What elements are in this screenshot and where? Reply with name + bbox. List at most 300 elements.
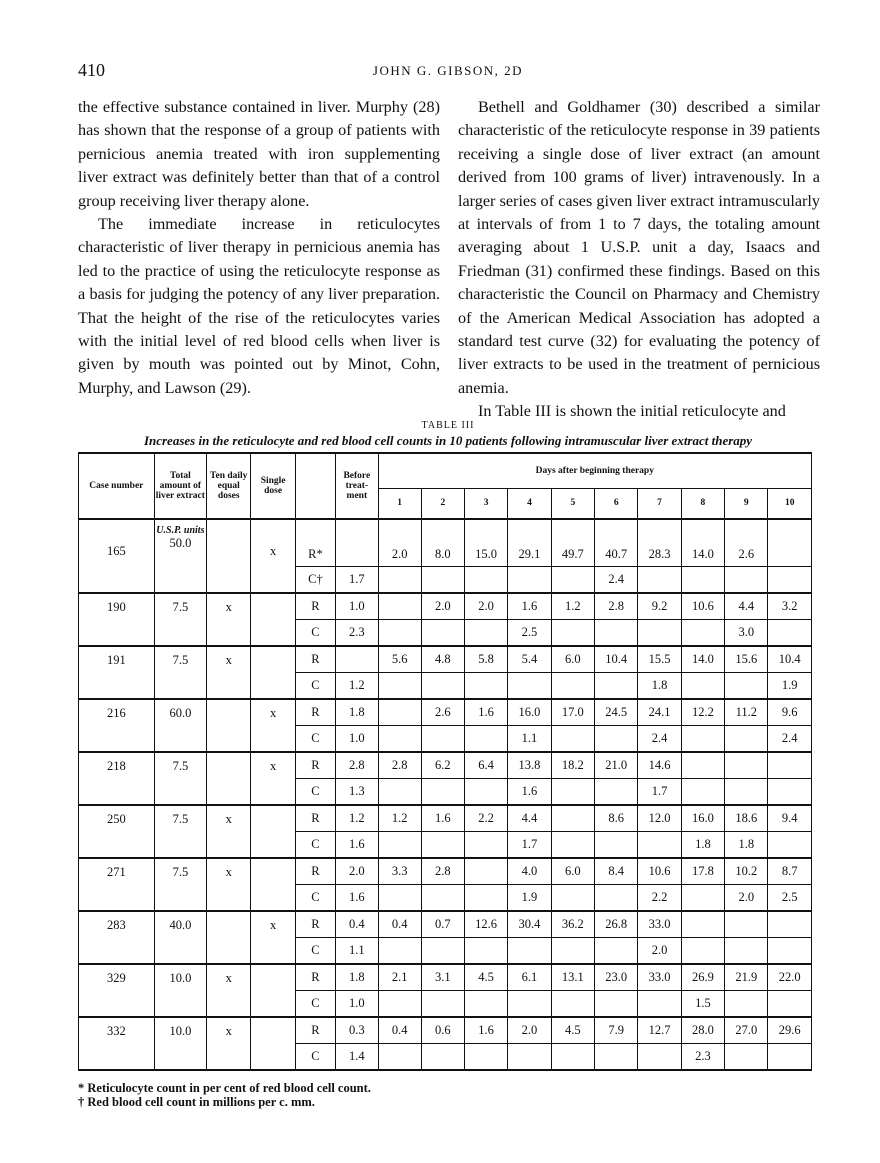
day-value: 33.0	[638, 911, 681, 938]
day-value: 2.8	[378, 752, 421, 779]
day-value: 4.0	[508, 858, 551, 885]
day-value: 6.4	[464, 752, 507, 779]
day-value: 23.0	[595, 964, 638, 991]
day-value: 4.4	[508, 805, 551, 832]
table-row	[79, 964, 812, 991]
day-value: 17.8	[681, 858, 724, 885]
case-number-cell	[79, 593, 155, 646]
ten-daily-cell	[207, 519, 251, 593]
day-value: 1.6	[464, 699, 507, 726]
before-value	[336, 646, 379, 673]
case-number-cell	[79, 858, 155, 911]
day-value	[464, 672, 507, 699]
amount-cell	[154, 519, 206, 593]
day-value: 0.4	[378, 1017, 421, 1044]
day-value: 2.5	[508, 619, 551, 646]
header-days-after: Days after beginning therapy	[378, 453, 811, 489]
day-value: 16.0	[508, 699, 551, 726]
day-value	[464, 858, 507, 885]
single-dose-cell	[251, 805, 295, 858]
header-day-9: 9	[725, 489, 768, 519]
before-value: 1.8	[336, 699, 379, 726]
single-dose-cell: x	[251, 911, 295, 964]
day-value	[464, 619, 507, 646]
single-dose-cell	[251, 858, 295, 911]
day-value	[681, 725, 724, 752]
day-value	[725, 990, 768, 1017]
day-value: 2.0	[725, 884, 768, 911]
day-value: 12.7	[638, 1017, 681, 1044]
table-row	[79, 858, 812, 885]
day-value: 27.0	[725, 1017, 768, 1044]
header-day-2: 2	[421, 489, 464, 519]
day-value	[768, 752, 812, 779]
day-value: 8.4	[595, 858, 638, 885]
day-value	[378, 884, 421, 911]
day-value: 10.2	[725, 858, 768, 885]
day-value: 28.3	[638, 519, 681, 567]
day-value	[681, 672, 724, 699]
paragraph: Bethell and Goldhamer (30) described a similar characteristic of the reticulocyte response in 39 patients receiving a single dose of liver extract (an amount derived from 100 grams of liver) intravenously. In a larger series of cases given liver extract intramuscularly at intervals of from 1 to 7 days, the totaling amount averaging about 1 U.S.P. unit a day, Isaacs and Friedman (31) confirmed these findings. Based on this characteristic the Council on Pharmacy and Chemistry of the American Medical Association has adopted a standard test curve (32) for evaluating the potency of liver extracts to be used in the treatment of pernicious anemia.	[458, 98, 820, 397]
day-value: 2.2	[638, 884, 681, 911]
day-value	[638, 1043, 681, 1070]
day-value	[378, 937, 421, 964]
day-value: 4.5	[551, 1017, 594, 1044]
day-value: 10.4	[768, 646, 812, 673]
day-value: 4.4	[725, 593, 768, 620]
day-value	[421, 831, 464, 858]
case-number-cell	[79, 752, 155, 805]
day-value: 2.5	[768, 884, 812, 911]
day-value	[508, 1043, 551, 1070]
day-value	[595, 884, 638, 911]
amount-value: 10.0	[169, 970, 192, 985]
day-value	[421, 990, 464, 1017]
table-row	[79, 911, 812, 938]
ten-daily-cell	[207, 752, 251, 805]
day-value: 14.0	[681, 646, 724, 673]
amount-cell	[154, 858, 206, 911]
day-value: 40.7	[595, 519, 638, 567]
day-value: 6.0	[551, 858, 594, 885]
paragraph: In Table III is shown the initial reticulocyte and	[478, 402, 786, 421]
measure-label: C	[295, 672, 335, 699]
table-row	[79, 646, 812, 673]
amount-value: 10.0	[169, 1023, 192, 1038]
day-value: 4.5	[464, 964, 507, 991]
before-value: 1.0	[336, 725, 379, 752]
amount-value: 40.0	[169, 917, 192, 932]
day-value: 0.7	[421, 911, 464, 938]
day-value: 12.2	[681, 699, 724, 726]
day-value	[681, 884, 724, 911]
day-value: 3.1	[421, 964, 464, 991]
day-value	[681, 566, 724, 593]
table-label: TABLE III	[421, 420, 475, 431]
day-value: 13.1	[551, 964, 594, 991]
day-value: 15.5	[638, 646, 681, 673]
ten-daily-cell: x	[207, 805, 251, 858]
day-value	[551, 566, 594, 593]
day-value: 3.2	[768, 593, 812, 620]
amount-value: 7.5	[172, 811, 189, 826]
day-value	[551, 937, 594, 964]
day-value	[595, 778, 638, 805]
day-value	[378, 778, 421, 805]
day-value: 2.4	[638, 725, 681, 752]
day-value	[681, 752, 724, 779]
single-dose-cell: x	[251, 752, 295, 805]
day-value	[551, 831, 594, 858]
day-value	[768, 519, 812, 567]
header-before: Before treat-ment	[336, 453, 379, 519]
header-ten-daily: Ten daily equal doses	[207, 453, 251, 519]
day-value	[508, 937, 551, 964]
day-value	[421, 884, 464, 911]
day-value	[725, 752, 768, 779]
case-number-cell	[79, 699, 155, 752]
day-value	[725, 566, 768, 593]
table-row	[79, 805, 812, 832]
day-value: 18.2	[551, 752, 594, 779]
day-value	[768, 990, 812, 1017]
day-value: 26.9	[681, 964, 724, 991]
single-dose-cell	[251, 593, 295, 646]
footnote: * Reticulocyte count in per cent of red blood cell count.	[78, 1081, 371, 1095]
day-value	[378, 725, 421, 752]
day-value: 8.6	[595, 805, 638, 832]
day-value: 5.8	[464, 646, 507, 673]
ten-daily-cell: x	[207, 646, 251, 699]
day-value: 2.8	[421, 858, 464, 885]
single-dose-cell: x	[251, 699, 295, 752]
measure-label: R*	[295, 519, 335, 567]
day-value: 21.0	[595, 752, 638, 779]
day-value	[378, 672, 421, 699]
day-value	[378, 990, 421, 1017]
day-value: 1.2	[378, 805, 421, 832]
day-value	[551, 778, 594, 805]
case-number: 329	[106, 970, 126, 985]
day-value	[421, 725, 464, 752]
header-day-10: 10	[768, 489, 812, 519]
day-value	[595, 619, 638, 646]
day-value	[768, 831, 812, 858]
left-column	[78, 96, 440, 400]
measure-label: C	[295, 990, 335, 1017]
measure-label: C	[295, 831, 335, 858]
page-number: 410	[78, 60, 105, 80]
day-value: 5.4	[508, 646, 551, 673]
before-value: 2.3	[336, 619, 379, 646]
case-number: 191	[106, 652, 126, 667]
day-value	[551, 805, 594, 832]
header-total-amount: Total amount of liver extract	[154, 453, 206, 519]
before-value	[336, 519, 379, 567]
day-value: 28.0	[681, 1017, 724, 1044]
amount-value: 50.0	[169, 535, 192, 550]
amount-cell	[154, 752, 206, 805]
day-value	[378, 831, 421, 858]
before-value: 1.6	[336, 884, 379, 911]
day-value	[681, 619, 724, 646]
day-value: 2.1	[378, 964, 421, 991]
day-value	[421, 937, 464, 964]
single-dose-cell	[251, 646, 295, 699]
table-row	[79, 752, 812, 779]
day-value: 4.8	[421, 646, 464, 673]
day-value: 12.6	[464, 911, 507, 938]
day-value	[681, 937, 724, 964]
measure-label: C	[295, 725, 335, 752]
day-value	[638, 619, 681, 646]
case-number-cell	[79, 911, 155, 964]
day-value	[595, 725, 638, 752]
day-value	[464, 990, 507, 1017]
day-value: 10.6	[638, 858, 681, 885]
ten-daily-cell	[207, 699, 251, 752]
day-value	[378, 566, 421, 593]
case-number-cell	[79, 805, 155, 858]
day-value: 2.0	[378, 519, 421, 567]
day-value: 10.6	[681, 593, 724, 620]
measure-label: R	[295, 805, 335, 832]
day-value: 0.6	[421, 1017, 464, 1044]
day-value	[595, 672, 638, 699]
day-value: 9.4	[768, 805, 812, 832]
day-value	[421, 1043, 464, 1070]
day-value	[768, 778, 812, 805]
day-value	[421, 566, 464, 593]
day-value	[768, 1043, 812, 1070]
day-value	[378, 619, 421, 646]
day-value	[725, 937, 768, 964]
day-value	[551, 884, 594, 911]
before-value: 1.2	[336, 672, 379, 699]
day-value	[638, 566, 681, 593]
amount-cell	[154, 699, 206, 752]
day-value: 12.0	[638, 805, 681, 832]
amount-value: 7.5	[172, 864, 189, 879]
before-value: 1.1	[336, 937, 379, 964]
day-value: 30.4	[508, 911, 551, 938]
table-row	[79, 519, 812, 567]
day-value	[551, 725, 594, 752]
amount-value: 7.5	[172, 758, 189, 773]
measure-label: R	[295, 1017, 335, 1044]
case-number: 250	[106, 811, 126, 826]
header-day-6: 6	[595, 489, 638, 519]
table-row	[79, 1017, 812, 1044]
day-value: 2.4	[768, 725, 812, 752]
day-value: 5.6	[378, 646, 421, 673]
day-value: 2.6	[421, 699, 464, 726]
day-value: 2.8	[595, 593, 638, 620]
amount-cell	[154, 964, 206, 1017]
day-value	[768, 619, 812, 646]
amount-cell	[154, 593, 206, 646]
day-value	[551, 990, 594, 1017]
measure-label: R	[295, 593, 335, 620]
units-label: U.S.P. units	[156, 524, 205, 536]
day-value: 3.3	[378, 858, 421, 885]
before-value: 0.3	[336, 1017, 379, 1044]
header-single-dose: Single dose	[251, 453, 295, 519]
ten-daily-cell: x	[207, 1017, 251, 1070]
header-day-3: 3	[464, 489, 507, 519]
day-value: 29.1	[508, 519, 551, 567]
measure-label: R	[295, 699, 335, 726]
day-value	[595, 831, 638, 858]
before-value: 1.0	[336, 990, 379, 1017]
header-day-5: 5	[551, 489, 594, 519]
header-day-1: 1	[378, 489, 421, 519]
day-value: 7.9	[595, 1017, 638, 1044]
case-number-cell	[79, 646, 155, 699]
case-number: 283	[106, 917, 126, 932]
day-value: 14.6	[638, 752, 681, 779]
case-number-cell	[79, 519, 155, 593]
measure-label: R	[295, 964, 335, 991]
day-value	[725, 778, 768, 805]
measure-label: C	[295, 937, 335, 964]
day-value: 17.0	[551, 699, 594, 726]
day-value	[595, 937, 638, 964]
day-value	[421, 672, 464, 699]
day-value: 2.0	[464, 593, 507, 620]
day-value	[551, 672, 594, 699]
day-value: 2.6	[725, 519, 768, 567]
amount-cell	[154, 911, 206, 964]
header-measure	[295, 453, 335, 519]
single-dose-cell: x	[251, 519, 295, 593]
day-value: 16.0	[681, 805, 724, 832]
day-value: 6.0	[551, 646, 594, 673]
day-value: 15.6	[725, 646, 768, 673]
day-value	[551, 1043, 594, 1070]
day-value: 1.7	[508, 831, 551, 858]
day-value: 1.9	[508, 884, 551, 911]
day-value	[378, 1043, 421, 1070]
day-value	[464, 778, 507, 805]
table-row	[79, 593, 812, 620]
day-value	[725, 1043, 768, 1070]
table-caption: Increases in the reticulocyte and red blood cell counts in 10 patients following intramuscular liver extract therapy	[143, 433, 753, 448]
amount-cell	[154, 805, 206, 858]
day-value: 15.0	[464, 519, 507, 567]
measure-label: C†	[295, 566, 335, 593]
before-value: 1.0	[336, 593, 379, 620]
table-row	[79, 699, 812, 726]
case-number: 218	[106, 758, 126, 773]
day-value: 21.9	[725, 964, 768, 991]
day-value	[768, 566, 812, 593]
day-value: 6.1	[508, 964, 551, 991]
day-value	[595, 1043, 638, 1070]
footnote: † Red blood cell count in millions per c. mm.	[78, 1095, 315, 1109]
day-value: 24.5	[595, 699, 638, 726]
header-case-number: Case number	[79, 453, 155, 519]
ten-daily-cell: x	[207, 964, 251, 1017]
day-value: 9.2	[638, 593, 681, 620]
measure-label: R	[295, 858, 335, 885]
day-value	[464, 884, 507, 911]
single-dose-cell	[251, 1017, 295, 1070]
measure-label: R	[295, 752, 335, 779]
day-value: 1.6	[464, 1017, 507, 1044]
day-value: 2.0	[638, 937, 681, 964]
header-day-8: 8	[681, 489, 724, 519]
day-value: 2.2	[464, 805, 507, 832]
day-value	[595, 990, 638, 1017]
case-number: 165	[106, 543, 126, 558]
day-value: 9.6	[768, 699, 812, 726]
measure-label: C	[295, 884, 335, 911]
day-value	[464, 725, 507, 752]
before-value: 1.3	[336, 778, 379, 805]
page-header	[78, 60, 818, 84]
ten-daily-cell	[207, 911, 251, 964]
day-value: 1.6	[508, 778, 551, 805]
measure-label: C	[295, 778, 335, 805]
paragraph: the effective substance contained in liver. Murphy (28) has shown that the response of a group of patients with pernicious anemia treated with iron supplementing liver extract was definitely better than that of a control group receiving liver therapy alone.	[78, 98, 440, 210]
amount-value: 7.5	[172, 599, 189, 614]
day-value: 8.7	[768, 858, 812, 885]
header-day-7: 7	[638, 489, 681, 519]
before-value: 1.8	[336, 964, 379, 991]
day-value: 6.2	[421, 752, 464, 779]
ten-daily-cell: x	[207, 858, 251, 911]
day-value	[725, 672, 768, 699]
amount-value: 7.5	[172, 652, 189, 667]
case-number: 271	[106, 864, 126, 879]
day-value	[508, 566, 551, 593]
day-value	[681, 911, 724, 938]
day-value: 1.8	[638, 672, 681, 699]
day-value: 18.6	[725, 805, 768, 832]
paragraph: The immediate increase in reticulocytes characteristic of liver therapy in pernicious anemia has led to the practice of using the reticulocyte response as a basis for judging the potency of any liver preparation. That the height of the rise of the reticulocytes varies with the initial level of red blood cells when liver is given by mouth was pointed out by Minot, Cohn, Murphy, and Lawson (29).	[78, 215, 440, 397]
case-number: 216	[106, 705, 126, 720]
day-value	[421, 619, 464, 646]
day-value: 29.6	[768, 1017, 812, 1044]
day-value: 0.4	[378, 911, 421, 938]
day-value: 11.2	[725, 699, 768, 726]
before-value: 1.6	[336, 831, 379, 858]
day-value	[768, 937, 812, 964]
amount-cell	[154, 1017, 206, 1070]
day-value: 3.0	[725, 619, 768, 646]
right-column	[458, 96, 820, 424]
day-value: 49.7	[551, 519, 594, 567]
day-value	[378, 699, 421, 726]
case-number-cell	[79, 964, 155, 1017]
case-number: 190	[106, 599, 126, 614]
day-value	[508, 990, 551, 1017]
day-value: 26.8	[595, 911, 638, 938]
day-value: 1.6	[421, 805, 464, 832]
measure-label: C	[295, 1043, 335, 1070]
day-value: 22.0	[768, 964, 812, 991]
day-value: 1.8	[725, 831, 768, 858]
day-value	[638, 831, 681, 858]
day-value: 2.3	[681, 1043, 724, 1070]
data-table	[78, 452, 812, 1071]
day-value	[464, 831, 507, 858]
day-value: 10.4	[595, 646, 638, 673]
day-value	[464, 937, 507, 964]
day-value: 33.0	[638, 964, 681, 991]
before-value: 2.0	[336, 858, 379, 885]
